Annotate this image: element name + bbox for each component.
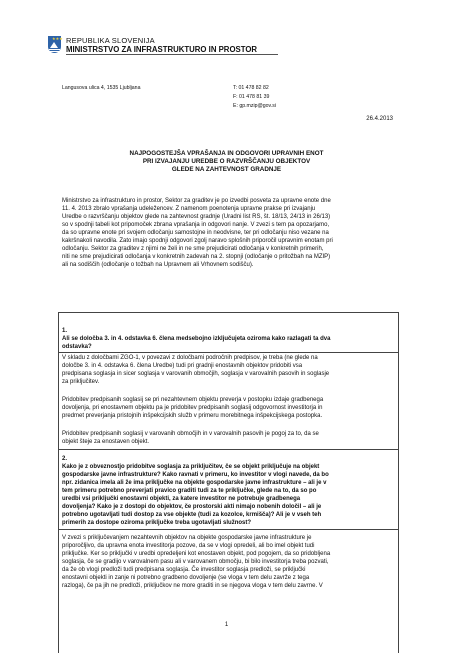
question-line: primerih za dostope oziroma priključke treba ugotavljati služnost?	[62, 520, 252, 526]
phone-number: T: 01 478 82 82	[233, 85, 269, 91]
answer-line: V zvezi s priključevanjem nezahtevnih objektov na objekte gospodarske javne infrastrukture je	[62, 535, 312, 541]
answer-line: da že ob vlogi predloži tudi predpisana soglasja. Če investitor soglasja predloži, se priključki	[62, 567, 306, 573]
answer-line: priključke. Ker so priključki v uredbi opredeljeni kot enostaven objekt, pod pogojem, da so pridobljena	[62, 551, 331, 557]
question-number: 2.	[62, 456, 68, 462]
answer-line: razloga), če pa jih ne predloži, priključkov ne more graditi in se njegova vloga v tem delu zavrne. V	[62, 583, 323, 589]
title-line: NAJPOGOSTEJŠA VPRAŠANJA IN ODGOVORI UPRAVNIH ENOT	[129, 150, 324, 157]
answer-line: objekt šteje za enostaven objekt.	[62, 439, 150, 445]
answer-line: za priključitev.	[62, 379, 100, 385]
qa-table	[58, 312, 399, 653]
email-address: E: gp.mzip@gov.si	[233, 103, 276, 109]
intro-line: so v spodnji tabeli kot pripomoček zbrana vprašanja in odgovori nanje. V zvezi s tem pa opozarjamo,	[62, 222, 330, 228]
question-line: tem primeru potrebno preverjati pravico graditi tudi za te priključke, glede na to, da so po	[62, 488, 317, 494]
intro-line: kakršnakoli navodila. Zato imajo spodnji odgovori zgolj naravo splošnih priporočil upravnim enotam pri	[62, 238, 333, 244]
answer-line: enostavni objekti in zanje ni potrebno gradbeno dovoljenje (se vloga v tem delu zavrže z tega	[62, 575, 310, 581]
question-line: Ali se določba 3. in 4. odstavka 6. člena medsebojno izključujeta oziroma kako razlagati ta dva	[62, 336, 331, 342]
intro-line: ali na sodiščih (odločanje o tožbah na Upravnem ali Vrhovnem sodišču).	[62, 262, 254, 268]
question-line: uredbi vsi priključki enostavni objekti, za katere investitor ne potrebuje gradbenega	[62, 496, 301, 502]
title-line: PRI IZVAJANJU UREDBE O RAZVRŠČANJU OBJEKTOV	[142, 158, 311, 165]
answer-line: Pridobitev predpisanih soglasij v varovanih območjih in v varovalnih pasovih je pogoj za to, da se	[62, 431, 319, 437]
intro-line: da so upravne enote pri svojem odločanju samostojne in neodvisne, ter pri odločanju niso vezane na	[62, 230, 329, 236]
answer-line: predpisana soglasja in sicer soglasja v varovanih območjih, soglasja v varovalnih pasovih in soglasje	[62, 371, 330, 377]
answer-line: priporočljivo, da upravna enota investitorja pozove, da se v vlogi opredeli, ali bo imel objekt tudi	[62, 543, 315, 549]
answer-line: določbe 3. in 4. odstavka 6. člena Uredbe) tudi pri gradnji enostavnih objektov pridobiti vsa	[62, 363, 303, 369]
question-1	[62, 327, 395, 351]
question-line: odstavka?	[62, 344, 92, 350]
question-line: gospodarske javne infrastrukture? Kako ravnati v primeru, ko investitor v vlogi navede, da bo	[62, 472, 329, 478]
question-line: Kako je z obveznostjo pridobitve soglasja za priključitev, če se objekt priključuje na objekt	[62, 464, 320, 470]
question-line: dovoljenja? Kako je z dostopi do objektov, če prostorski akti nimajo nobenih določil – ali je	[62, 504, 322, 510]
page-number: 1	[224, 622, 229, 628]
answer-line: Pridobitev predpisanih soglasij se pri nezahtevnem objektu preverja v postopku izdaje gradbenega	[62, 397, 324, 403]
row-divider	[59, 352, 398, 353]
intro-line: 11. 4. 2013 zbralo vprašanja udeležencev. Z namenom poenotenja upravne prakse pri izvajanju	[62, 206, 316, 212]
intro-line: niti ne sme prejudicirati odločanja v konkretnih zadevah na 2. stopnji (odločanje o pritožbah na MZIP)	[62, 254, 331, 260]
coat-of-arms-logo: ★★★	[48, 36, 61, 53]
question-line: npr. zidanica imela ali že ima priključke na objekte gospodarske javne infrastrukture – ali je v	[62, 480, 327, 486]
intro-line: odločanju. Sektor za graditev z njimi ne želi in ne sme prejudicirati odločanja v konkretnih primerih,	[62, 246, 324, 252]
answer-2	[62, 534, 395, 590]
answer-line: V skladu z določbami ZGO-1, v povezavi z določbami področnih predpisov, je treba (ne glede na	[62, 355, 318, 361]
answer-line: soglasja, če se gradijo v varovalnem pasu ali v varovanem območju, bi bilo investitorja treba pozvati,	[62, 559, 329, 565]
intro-paragraph	[62, 197, 395, 269]
contact-block	[233, 84, 276, 111]
row-divider	[59, 449, 398, 450]
intro-line: Ministrstvo za infrastrukturo in prostor, Sektor za graditev je po izvedbi posveta za upravne enote dne	[62, 198, 331, 204]
document-title	[70, 150, 383, 174]
answer-line: predmet preverjanja pristojnih inšpekcijskih služb v primeru morebitnega inšpekcijskega postopka.	[62, 413, 323, 419]
question-number: 1.	[62, 328, 68, 334]
postal-address: Langusova ulica 4, 1535 Ljubljana	[62, 85, 141, 91]
answer-1-paragraph-1	[62, 354, 395, 386]
question-2	[62, 455, 395, 527]
answer-line: dovoljenja, pri enostavnem objektu pa je pridobitev predpisanih soglasij odgovornost investitorja in	[62, 405, 323, 411]
question-line: potrebno ugotavljati tudi dostop za vse objekte (tudi za kozolce, krmišča)? Ali je v vseh teh	[62, 512, 322, 518]
row-divider	[59, 529, 398, 530]
title-line: GLEDE NA ZAHTEVNOST GRADNJE	[171, 166, 282, 173]
document-date: 26.4.2013	[366, 116, 393, 122]
ministry-name: MINISTRSTVO ZA INFRASTRUKTURO IN PROSTOR	[66, 45, 258, 54]
answer-1-paragraph-3	[62, 430, 395, 446]
header-rule	[66, 54, 278, 55]
answer-1-paragraph-2	[62, 396, 395, 420]
fax-number: F: 01 478 81 39	[233, 94, 270, 100]
intro-line: Uredbe o razvrščanju objektov glede na zahtevnost gradnje (Uradni list RS, št. 18/13, 24/13 in 26/13)	[62, 214, 331, 220]
republic-name: REPUBLIKA SLOVENIJA	[66, 36, 155, 45]
